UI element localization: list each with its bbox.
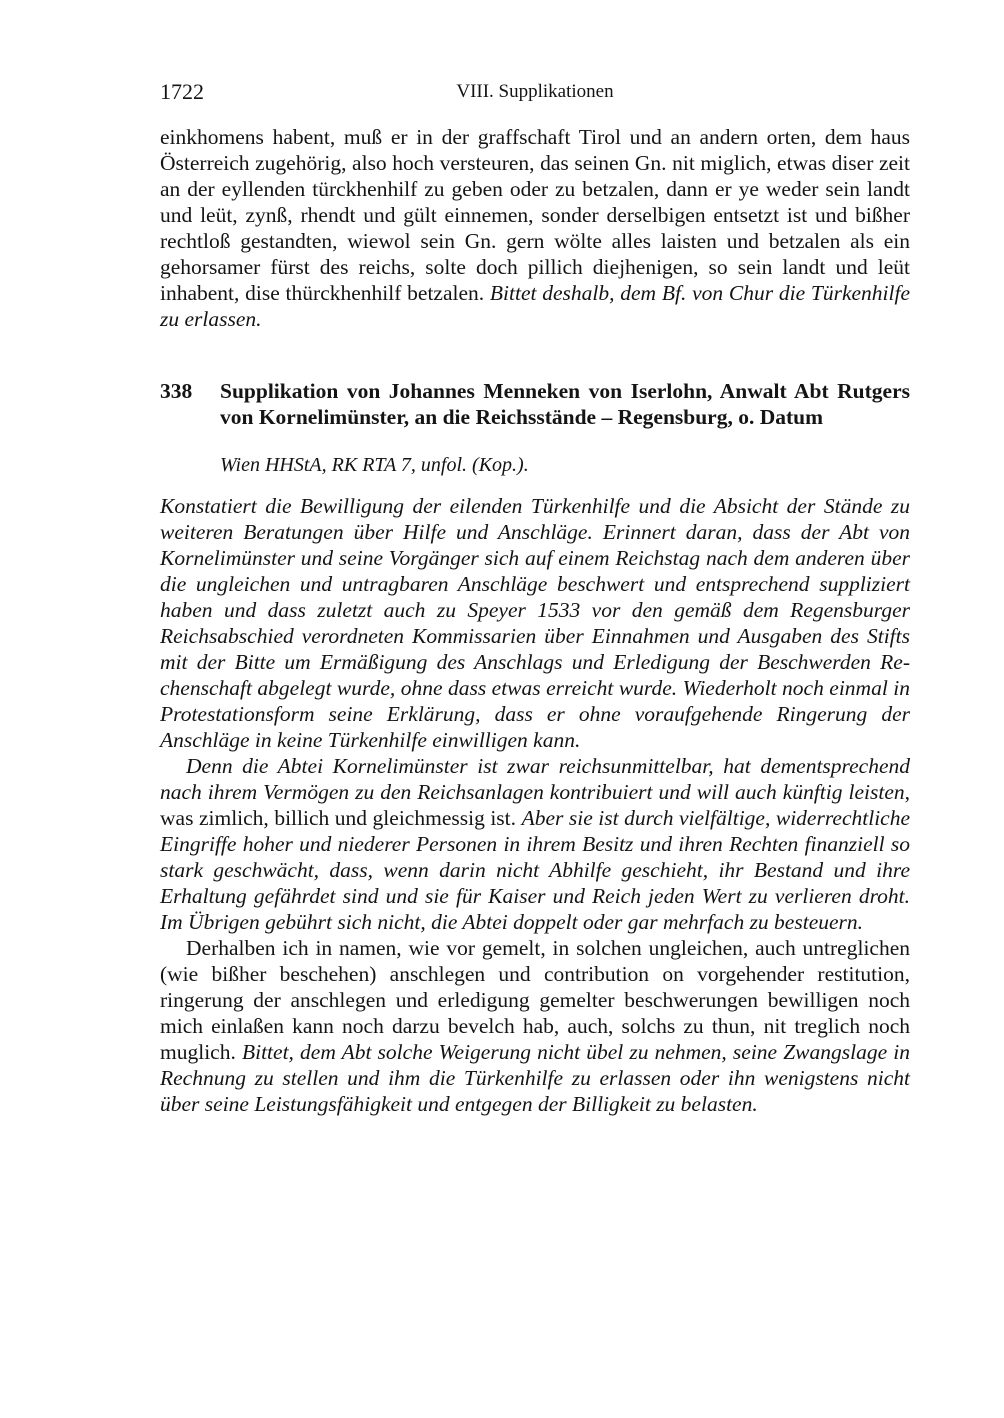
intro-summary: Bittet deshalb, dem Bf. von Chur die Türkenhilfe zu erlassen. bbox=[160, 281, 910, 331]
running-head bbox=[160, 78, 910, 108]
paragraph-2-italic-b: Aber sie ist durch vielfältige, widerrechtliche Eingriffe hoher und niederer Personen in ihrem Besitz und ihren Rechten finanziell so stark geschwächt, dass, wenn darin nicht Abhilfe geschieht, ihr Bestand und ihre Erhaltung gefährdet sind und sie für Kaiser und Reich jeden Wert zu verlieren droht. Im Übrigen gebührt sich nicht, die Abtei doppelt oder gar mehrfach zu besteuern. bbox=[160, 806, 910, 934]
paragraph-3-italic: Bittet, dem Abt solche Weigerung nicht übel zu nehmen, seine Zwangslage in Rechnung zu stellen und ihm die Türkenhilfe zu erlassen oder ihn wenigstens nicht über seine Leistungsfähigkeit und entgegen der Billigkeit zu belasten. bbox=[160, 1040, 910, 1116]
document-body bbox=[160, 493, 910, 1117]
summary-paragraph bbox=[160, 493, 910, 753]
intro-paragraph bbox=[160, 124, 910, 332]
running-title: VIII. Supplikationen bbox=[456, 81, 614, 102]
document-heading bbox=[160, 378, 910, 430]
intro-text: einkhomens habent, muß er in der graffschaft Tirol und an andern orten, dem haus Österreich zugehörig, also hoch versteuren, das seinen Gn. nit miglich, etwas diser zeit an der eyllenden türckhenhilf zu geben oder zu betzalen, dann er ye weder sein landt und leüt, zynß, rhendt und gült einnemen, sonder derselbigen entsetzt ist und bißher rechtloß gestandten, wiewol sein Gn. gern wölte alles laisten und betzalen als ein gehorsamer fürst des reichs, solte doch pillich diejhenigen, so sein landt und leüt inhabent, dise thürckhenhilf betzalen. bbox=[160, 125, 910, 305]
source-note: Wien HHStA, RK RTA 7, unfol. (Kop.). bbox=[220, 454, 529, 476]
document-title: Supplikation von Johannes Menneken von Iserlohn, Anwalt Abt Rutgers von Kornelimünster, an die Reichsstände – Regensburg, o. Datum bbox=[220, 379, 910, 429]
paragraph-3-quote: Derhalben ich in namen, wie vor gemelt, in solchen ungleichen, auch untreglichen (wie bißher beschehen) anschlegen und contribution on vorgehender restitution, ringerung der anschlegen und erledigung gemelter beschwerungen bewilligen noch mich einlaßen kann noch darzu bevelch hab, auch, solchs zu thun, nit treglich noch muglich. bbox=[160, 936, 910, 1064]
body-paragraph-2 bbox=[160, 753, 910, 935]
paragraph-2-italic-a: Denn die Abtei Kornelimünster ist zwar reichsunmittelbar, hat dementsprechend nach ihrem Vermögen zu den Reichsanlagen kontribuiert und will auch künftig leisten bbox=[160, 754, 910, 804]
body-paragraph-3 bbox=[160, 935, 910, 1117]
summary-text: Konstatiert die Bewilligung der eilenden Türkenhilfe und die Absicht der Stände zu weiteren Beratungen über Hilfe und Anschläge. Erinnert daran, dass der Abt von Kornelimünster und seine Vorgänger sich auf einem Reichstag nach dem anderen über die ungleichen und untragbaren Anschläge beschwert und entsprechend suppliziert haben und dass zuletzt auch zu Speyer 1533 vor den gemäß dem Regensburger Reichsabschied verordneten Kommissarien über Einnahmen und Ausgaben des Stifts mit der Bitte um Ermäßigung des Anschlags und Erledigung der Beschwerden Rechenschaft abgelegt wurde, ohne dass etwas erreicht wurde. Wiederholt noch einmal in Protestationsform seine Erklärung, dass er ohne voraufgehende Ringerung der Anschläge in keine Türkenhilfe einwilligen kann. bbox=[160, 494, 910, 752]
paragraph-2-quote: , was zimlich, billich und gleichmessig ist. bbox=[160, 780, 910, 830]
page-number: 1722 bbox=[160, 79, 204, 104]
document-number: 338 bbox=[160, 379, 193, 403]
